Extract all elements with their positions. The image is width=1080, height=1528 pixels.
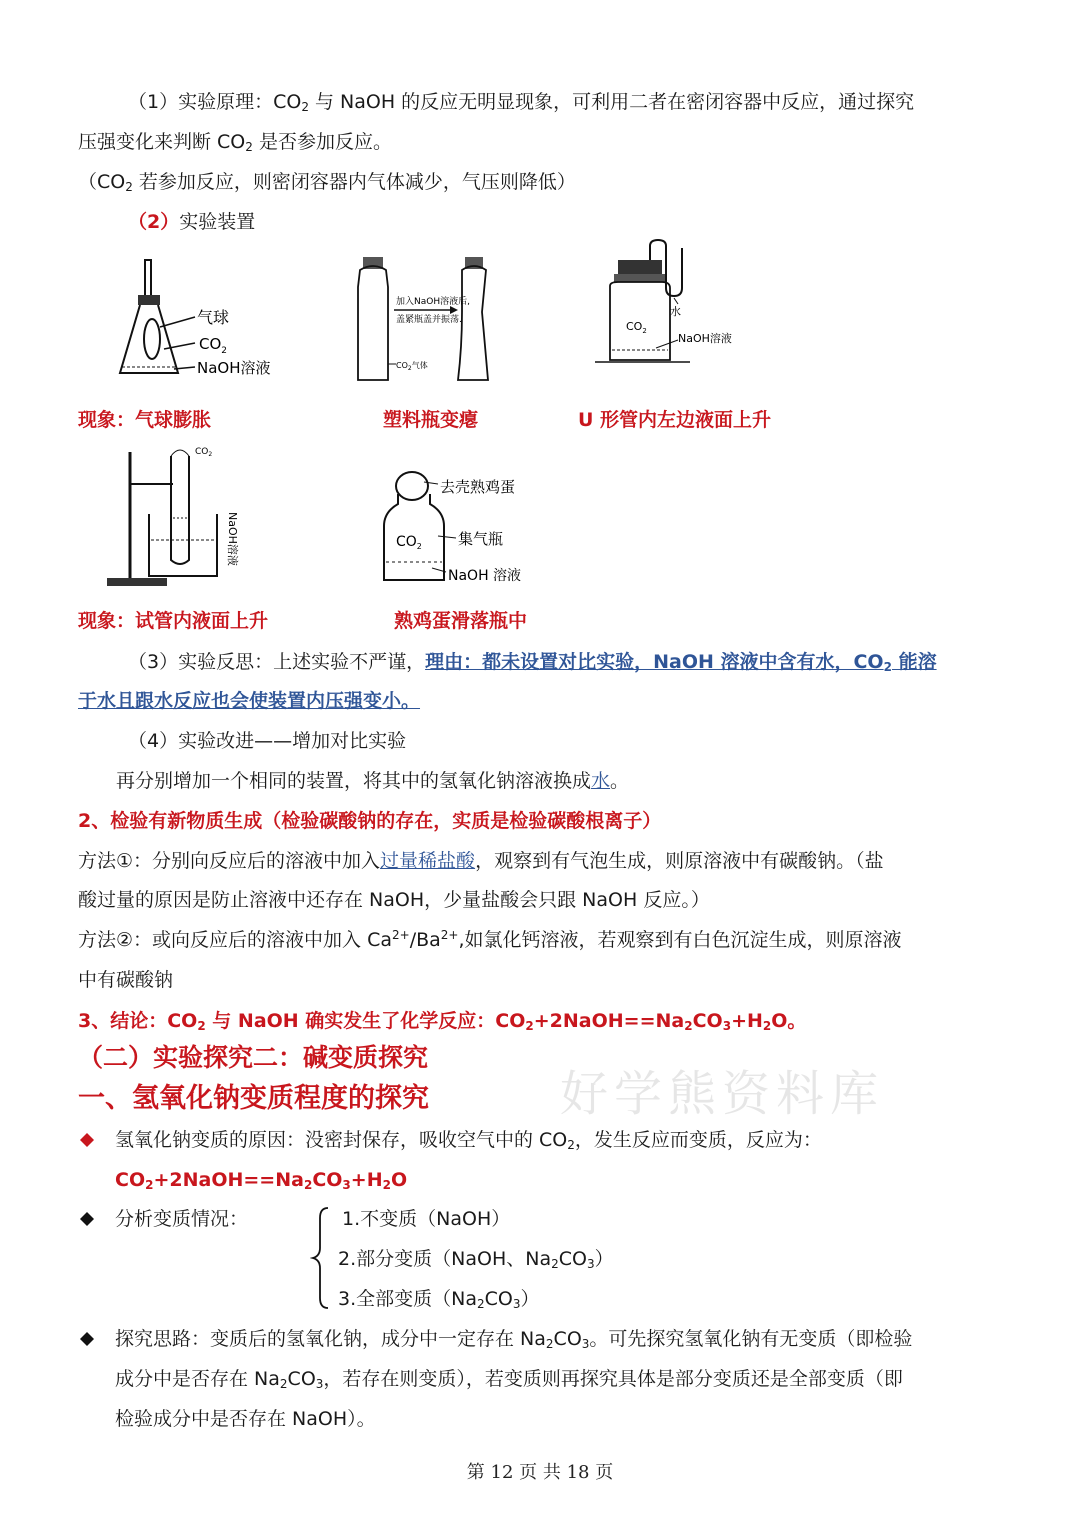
label-arrow-line2: 盖紧瓶盖并振荡. — [396, 315, 462, 325]
part-2-subheading: 一、氢氧化钠变质程度的探究 — [78, 1083, 429, 1114]
case-3: 3.全部变质$(Na_2CO_3)$ — [338, 1288, 540, 1311]
label-arrow-line1: 加入NaOH溶液后, — [396, 297, 470, 307]
phenomenon-bottle: 塑料瓶变瘪 — [383, 409, 479, 431]
label-co2: $CO_2$ — [626, 320, 647, 335]
principle-line-2: 压强变化来判断 $CO_2$ 是否参加反应。 — [78, 131, 392, 154]
label-bottle: 集气瓶 — [458, 530, 504, 548]
brace-icon — [310, 1206, 332, 1310]
figure-plastic-bottles — [350, 252, 510, 392]
diamond-bullet-icon — [80, 1332, 94, 1346]
label-naoh: NaOH溶液 — [678, 332, 732, 345]
method-1-line-2: 酸过量的原因是防止溶液中还存在 NaOH，少量盐酸会只跟 NaOH 反应。） — [78, 889, 710, 911]
reflection-line-2: 于水且跟水反应也会使装置内压强变小。 — [78, 690, 421, 712]
label-co2-gas: $CO_2$气体 — [396, 361, 428, 372]
conclusion: 3、结论：$CO_2$ 与 NaOH 确实发生了化学反应：$CO_2+2NaOH==Na_2CO_3+H_2O$。 — [78, 1010, 807, 1033]
label-naoh: NaOH 溶液 — [448, 568, 522, 584]
method-2-line-1: 方法②：或向反应后的溶液中加入 $Ca^{2+}/Ba^{2+}$,如氯化钙溶液，若观察到有白色沉淀生成，则原溶液 — [78, 928, 902, 951]
case-1: 1.不变质（NaOH） — [342, 1208, 511, 1230]
figure-u-tube — [590, 238, 750, 383]
diamond-bullet-icon — [80, 1212, 94, 1226]
label-co2: $CO_2$ — [195, 447, 213, 458]
principle-note: （$CO_2$ 若参加反应，则密闭容器内气体减少，气压则降低） — [78, 171, 576, 194]
bullet-1-equation: $CO_2+2NaOH==Na_2CO_3+H_2O$ — [115, 1169, 408, 1192]
diamond-bullet-icon — [80, 1133, 94, 1147]
label-naoh: NaOH溶液 — [197, 359, 271, 377]
bullet-3-line-3: 检验成分中是否存在 NaOH）。 — [115, 1408, 376, 1430]
section-2-title: 2、检验有新物质生成（检验碳酸钠的存在，实质是检验碳酸根离子） — [78, 810, 662, 832]
phenomenon-test-tube: 现象：试管内液面上升 — [78, 610, 269, 632]
phenomenon-u-tube: U 形管内左边液面上升 — [578, 409, 772, 431]
device-title: （2）实验装置 — [128, 211, 256, 233]
bullet-3-line-1: 探究思路：变质后的氢氧化钠，成分中一定存在 $Na_2CO_3$。可先探究氢氧化钠有无变质（即检验 — [115, 1328, 913, 1351]
case-2: 2.部分变质（NaOH、$Na_2CO_3$） — [338, 1248, 614, 1271]
label-naoh: NaOH溶液 — [226, 512, 239, 566]
bullet-3-line-2: 成分中是否存在 $Na_2CO_3$，若存在则变质），若变质则再探究具体是部分变质还是全部变质（即 — [115, 1368, 903, 1391]
label-water: 水 — [670, 305, 681, 318]
improvement-title: （4）实验改进——增加对比实验 — [128, 730, 407, 752]
label-co2: $CO_2$ — [199, 335, 228, 356]
phenomenon-egg: 熟鸡蛋滑落瓶中 — [394, 610, 528, 632]
label-egg: 去壳熟鸡蛋 — [440, 478, 516, 496]
method-1-line-1: 方法①：分别向反应后的溶液中加入过量稀盐酸，观察到有气泡生成，则原溶液中有碳酸钠。（盐 — [78, 850, 884, 872]
principle-line-1: （1）实验原理：$CO_2$ 与 NaOH 的反应无明显现象，可利用二者在密闭容器中反应，通过探究 — [128, 91, 915, 114]
watermark: 好学熊资料库 — [560, 1066, 885, 1122]
bullet-1-line-1: 氢氧化钠变质的原因：没密封保存，吸收空气中的 $CO_2$，发生反应而变质，反应为： — [115, 1129, 822, 1152]
bullet-2-label: 分析变质情况： — [115, 1208, 249, 1230]
label-balloon: 气球 — [197, 308, 230, 327]
figure-test-tube — [105, 442, 255, 592]
method-2-line-2: 中有碳酸钠 — [78, 969, 174, 991]
part-2-heading: （二）实验探究二：碱变质探究 — [78, 1043, 429, 1072]
phenomenon-balloon: 现象：气球膨胀 — [78, 409, 212, 431]
label-co2: $CO_2$ — [396, 534, 422, 551]
figure-egg-bottle — [380, 468, 550, 593]
figure-balloon-flask — [100, 255, 290, 395]
improvement-detail: 再分别增加一个相同的装置，将其中的氢氧化钠溶液换成水。 — [116, 770, 630, 792]
reflection-line-1: （3）实验反思：上述实验不严谨，理由：都未设置对比实验，NaOH 溶液中含有水，$CO_2$ 能溶 — [128, 651, 937, 674]
page-footer: 第 12 页 共 18 页 — [466, 1462, 614, 1483]
